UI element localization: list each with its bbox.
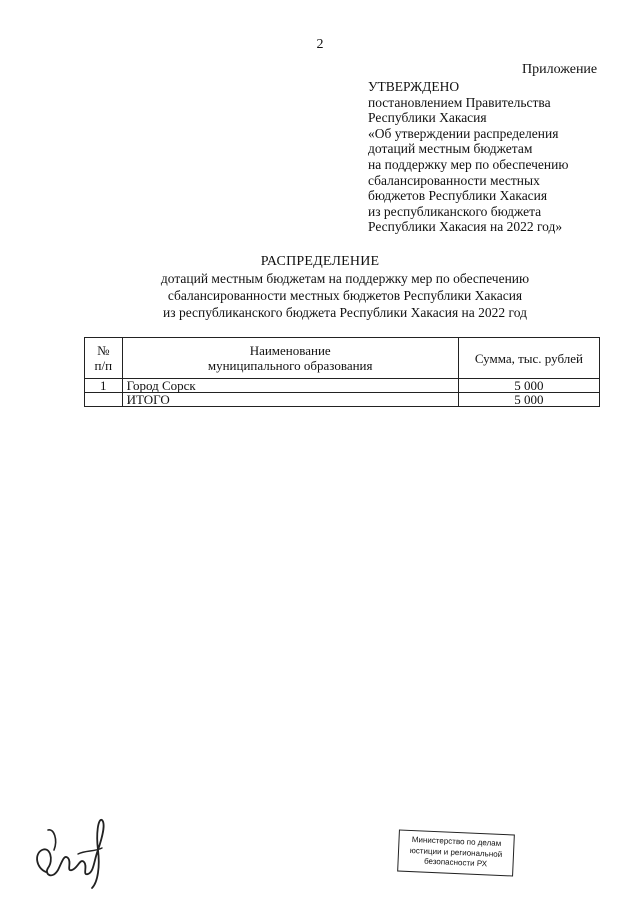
table-header-row — [85, 338, 600, 379]
header-number — [85, 338, 123, 379]
row-name: Город Сорск — [122, 379, 458, 393]
row-number: 1 — [85, 379, 123, 393]
document-title: РАСПРЕДЕЛЕНИЕ — [260, 254, 380, 269]
approval-line: «Об утверждении распределения — [368, 125, 559, 141]
approval-line: на поддержку мер по обеспечению — [368, 156, 569, 172]
page-number: 2 — [316, 37, 324, 52]
approval-line: бюджетов Республики Хакасия — [368, 188, 548, 204]
header-number-symbol: № — [97, 343, 110, 358]
approval-line: УТВЕРЖДЕНО — [368, 79, 460, 94]
row-name: ИТОГО — [122, 393, 458, 407]
approval-line: постановлением Правительства — [368, 94, 551, 110]
stamp-line: юстиции и региональной — [409, 845, 503, 859]
stamp-line: безопасности РХ — [423, 856, 488, 869]
stamp-line: Министерство по делам — [411, 835, 502, 848]
approval-line: Республики Хакасия на 2022 год» — [368, 219, 563, 235]
row-number — [85, 393, 123, 407]
appendix-label: Приложение — [522, 62, 598, 77]
ministry-stamp — [397, 829, 515, 876]
header-name — [122, 338, 458, 379]
approval-line: Республики Хакасия — [368, 110, 487, 126]
header-sum: Сумма, тыс. рублей — [458, 338, 599, 379]
subtitle-line: дотаций местным бюджетам на поддержку мер по обеспечению — [160, 271, 530, 286]
header-name-line2: муниципального образования — [207, 358, 373, 373]
approval-line: сбалансированности местных — [368, 172, 540, 188]
handwritten-signature — [28, 810, 120, 892]
table-total-row — [85, 393, 600, 407]
header-number-abbr: п/п — [94, 358, 113, 373]
distribution-table — [84, 337, 600, 407]
table-row — [85, 379, 600, 393]
header-name-line1: Наименование — [249, 343, 331, 358]
subtitle-line: сбалансированности местных бюджетов Республики Хакасия — [167, 288, 523, 303]
approval-line: дотаций местным бюджетам — [368, 141, 533, 157]
approval-block — [368, 79, 628, 235]
row-sum: 5 000 — [458, 393, 599, 407]
document-subtitle — [0, 270, 640, 321]
row-sum: 5 000 — [458, 379, 599, 393]
subtitle-line: из республиканского бюджета Республики Хакасия на 2022 год — [163, 305, 527, 320]
approval-line: из республиканского бюджета — [368, 203, 542, 219]
